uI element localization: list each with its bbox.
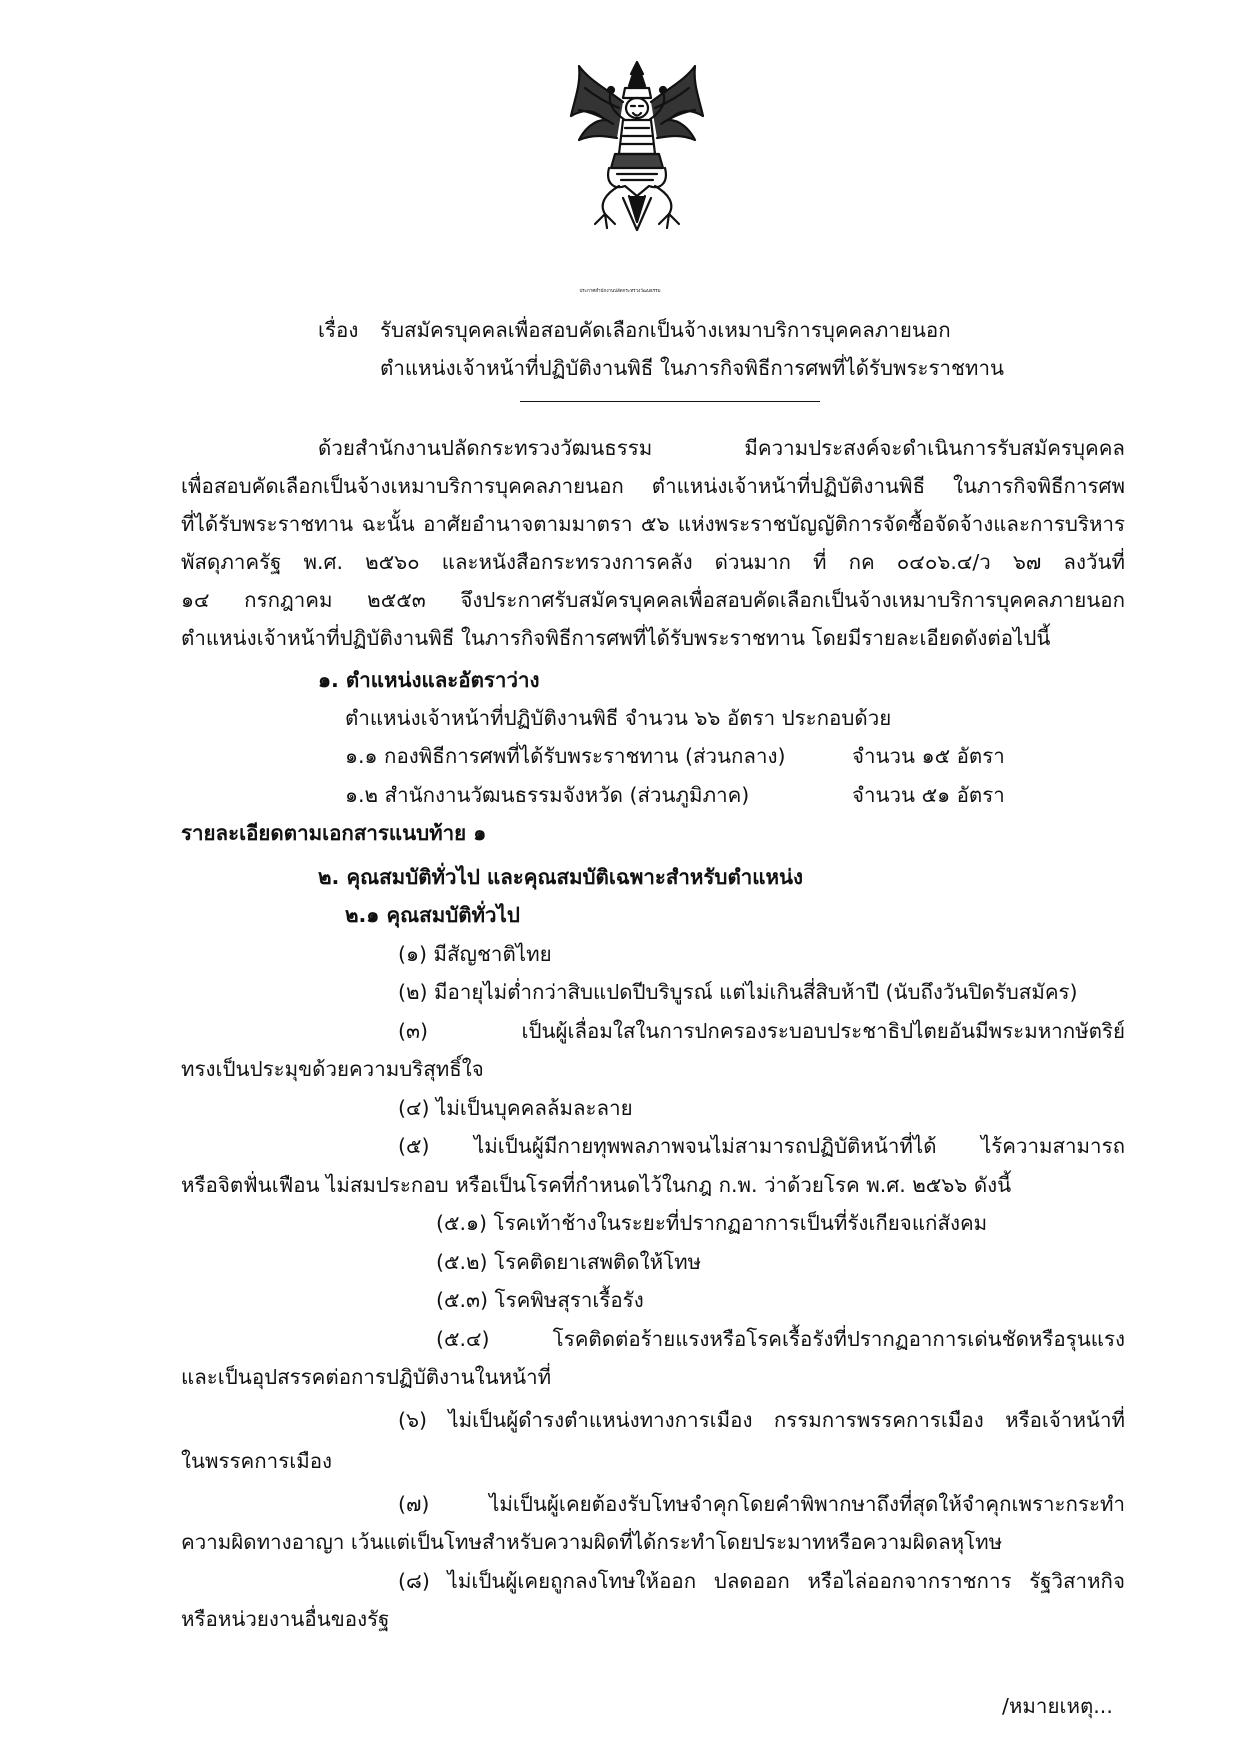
intro-line-3: ที่ได้รับพระราชทาน ฉะนั้น อาศัยอำนาจตามมาตรา ๕๖ แห่งพระราชบัญญัติการจัดซื้อจัดจ้างและการบริหาร [181,512,1125,536]
intro-line-1: ด้วยสำนักงานปลัดกระทรวงวัฒนธรรม มีความประสงค์จะดำเนินการรับสมัครบุคคล [318,436,1125,460]
qualification-8-line-1: (๘) ไม่เป็นผู้เคยถูกลงโทษให้ออก ปลดออก หรือไล่ออกจากราชการ รัฐวิสาหกิจ [398,1569,1125,1593]
qualification-7-line-2: ความผิดทางอาญา เว้นแต่เป็นโทษสำหรับความผิดที่ได้กระทำโดยประมาทหรือความผิดลหุโทษ [181,1530,1003,1554]
section1-item-2-label: ๑.๒ สำนักงานวัฒนธรรมจังหวัด (ส่วนภูมิภาค) [345,783,750,807]
section1-item-1-amount: จำนวน ๑๕ อัตรา [852,744,1005,768]
qualification-5-2: (๕.๒) โรคติดยาเสพติดให้โทษ [436,1250,702,1274]
header-divider [520,401,820,402]
qualification-7-line-1: (๗) ไม่เป็นผู้เคยต้องรับโทษจำคุกโดยคำพิพากษาถึงที่สุดให้จำคุกเพราะกระทำ [398,1492,1125,1516]
intro-line-6: ตำแหน่งเจ้าหน้าที่ปฏิบัติงานพิธี ในภารกิจพิธีการศพที่ได้รับพระราชทาน โดยมีรายละเอียดดังต่อไปนี้ [181,626,1051,650]
qualification-2: (๒) มีอายุไม่ต่ำกว่าสิบแปดปีบริบูรณ์ แต่ไม่เกินสี่สิบห้าปี (นับถึงวันปิดรับสมัคร) [398,980,1078,1004]
qualification-5-1: (๕.๑) โรคเท้าช้างในระยะที่ปรากฏอาการเป็นที่รังเกียจแก่สังคม [436,1211,988,1235]
section1-item-2-amount: จำนวน ๕๑ อัตรา [852,783,1005,807]
section2-sub-heading: ๒.๑ คุณสมบัติทั่วไป [345,903,520,927]
qualification-5-4-line-2: และเป็นอุปสรรคต่อการปฏิบัติงานในหน้าที่ [181,1365,552,1389]
qualification-5-4-line-1: (๕.๔) โรคติดต่อร้ายแรงหรือโรคเรื้อรังที่ปรากฏอาการเด่นชัดหรือรุนแรง [436,1327,1125,1351]
qualification-5-line-1: (๕) ไม่เป็นผู้มีกายทุพพลภาพจนไม่สามารถปฏิบัติหน้าที่ได้ ไร้ความสามารถ [398,1134,1125,1158]
subject-line-2: ตำแหน่งเจ้าหน้าที่ปฏิบัติงานพิธี ในภารกิจพิธีการศพที่ได้รับพระราชทาน [380,356,1004,380]
intro-line-4: พัสดุภาครัฐ พ.ศ. ๒๕๖๐ และหนังสือกระทรวงการคลัง ด่วนมาก ที่ กค ๐๔๐๖.๔/ว ๖๗ ลงวันที่ [181,550,1125,574]
section2-heading: ๒. คุณสมบัติทั่วไป และคุณสมบัติเฉพาะสำหรับตำแหน่ง [318,865,804,889]
intro-line-5: ๑๔ กรกฎาคม ๒๕๕๓ จึงประกาศรับสมัครบุคคลเพื่อสอบคัดเลือกเป็นจ้างเหมาบริการบุคคลภายนอก [181,588,1125,612]
section1-heading: ๑. ตำแหน่งและอัตราว่าง [318,668,540,692]
announcement-title: ประกาศสำนักงานปลัดกระทรวงวัฒนธรรม [579,289,661,294]
qualification-6-line-1: (๖) ไม่เป็นผู้ดำรงตำแหน่งทางการเมือง กรรมการพรรคการเมือง หรือเจ้าหน้าที่ [398,1408,1125,1432]
qualification-3-line-2: ทรงเป็นประมุขด้วยความบริสุทธิ์ใจ [181,1057,484,1081]
qualification-8-line-2: หรือหน่วยงานอื่นของรัฐ [181,1607,390,1631]
subject-line-1: รับสมัครบุคคลเพื่อสอบคัดเลือกเป็นจ้างเหมาบริการบุคคลภายนอก [380,318,951,342]
intro-line-2: เพื่อสอบคัดเลือกเป็นจ้างเหมาบริการบุคคลภายนอก ตำแหน่งเจ้าหน้าที่ปฏิบัติงานพิธี ในภารกิจพิธีการศพ [181,474,1125,498]
subject-label: เรื่อง [318,318,359,342]
qualification-1: (๑) มีสัญชาติไทย [398,942,552,966]
qualification-6-line-2: ในพรรคการเมือง [181,1449,333,1473]
section1-summary: ตำแหน่งเจ้าหน้าที่ปฏิบัติงานพิธี จำนวน ๖๖ อัตรา ประกอบด้วย [345,706,892,730]
continuation-marker: /หมายเหตุ... [1002,1694,1113,1718]
qualification-5-3: (๕.๓) โรคพิษสุราเรื้อรัง [436,1288,644,1312]
qualification-5-line-2: หรือจิตฟั่นเฟือน ไม่สมประกอบ หรือเป็นโรคที่กำหนดไว้ในกฎ ก.พ. ว่าด้วยโรค พ.ศ. ๒๕๖๖ ดังนี้ [181,1173,1012,1197]
garuda-emblem-icon [565,58,709,234]
qualification-4: (๔) ไม่เป็นบุคคลล้มละลาย [398,1096,633,1120]
section1-note: รายละเอียดตามเอกสารแนบท้าย ๑ [181,821,487,845]
qualification-3-line-1: (๓) เป็นผู้เลื่อมใสในการปกครองระบอบประชาธิปไตยอันมีพระมหากษัตริย์ [398,1019,1125,1043]
section1-item-1-label: ๑.๑ กองพิธีการศพที่ได้รับพระราชทาน (ส่วนกลาง) [345,744,786,768]
